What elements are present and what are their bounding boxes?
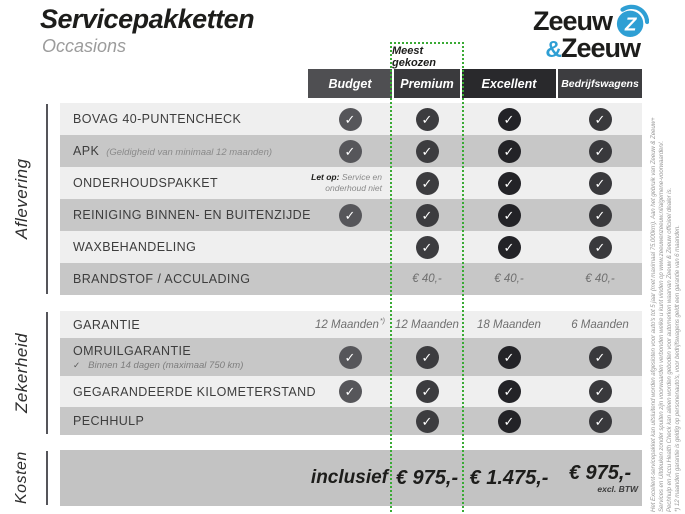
cell-bedrijfswagens xyxy=(558,231,642,263)
table-row xyxy=(60,263,642,295)
section-gap xyxy=(60,435,642,450)
page-subtitle: Occasions xyxy=(42,36,127,56)
check-icon: ✓ xyxy=(339,140,362,163)
column-header-budget: Budget xyxy=(308,69,392,98)
cell-premium xyxy=(394,199,460,231)
cell-premium xyxy=(394,407,460,435)
comparison-table xyxy=(60,103,642,506)
row-label: PECHHULP xyxy=(73,414,145,428)
table-row xyxy=(60,231,642,263)
check-icon: ✓ xyxy=(589,140,612,163)
svg-text:Z: Z xyxy=(624,14,636,36)
price-value: € 40,- xyxy=(412,273,442,285)
logo-word1: Zeeuw xyxy=(532,6,612,36)
check-icon: ✓ xyxy=(589,346,612,369)
cell-excellent xyxy=(462,311,556,338)
logo-line2 xyxy=(533,33,649,63)
section-rule-aflevering xyxy=(46,104,48,294)
row-label: OMRUILGARANTIE ✓ Binnen 14 dagen (maximaal 750 km) xyxy=(73,343,244,371)
check-icon: ✓ xyxy=(416,236,439,259)
cell-budget xyxy=(308,167,392,199)
cell-budget xyxy=(308,338,392,376)
price-value: € 40,- xyxy=(585,273,615,285)
cell-bedrijfswagens xyxy=(558,376,642,407)
check-icon: ✓ xyxy=(339,108,362,131)
cell-premium xyxy=(394,263,460,295)
column-header-excellent: Excellent xyxy=(462,69,556,98)
cell-bedrijfswagens xyxy=(558,199,642,231)
check-icon: ✓ xyxy=(339,380,362,403)
price-value: € 40,- xyxy=(494,273,524,285)
row-note: (Geldigheid van minimaal 12 maanden) xyxy=(106,147,273,158)
cell-bedrijfswagens xyxy=(558,103,642,135)
cell-budget xyxy=(308,103,392,135)
cell-excellent xyxy=(462,338,556,376)
table-row xyxy=(60,338,642,376)
check-icon: ✓ xyxy=(339,346,362,369)
cell-excellent xyxy=(462,231,556,263)
check-icon: ✓ xyxy=(589,204,612,227)
cell-budget xyxy=(308,311,392,338)
section-label-aflevering: Aflevering xyxy=(12,158,31,240)
row-label: BOVAG 40-PUNTENCHECK xyxy=(73,112,242,126)
cell-excellent xyxy=(462,263,556,295)
cell-bedrijfswagens xyxy=(558,263,642,295)
table-row xyxy=(60,167,642,199)
table-row xyxy=(60,376,642,407)
cell-budget xyxy=(308,135,392,167)
section-rule-kosten xyxy=(46,451,48,505)
check-icon: ✓ xyxy=(416,140,439,163)
cell-excellent xyxy=(462,167,556,199)
table-row xyxy=(60,311,642,338)
row-label: APK (Geldigheid van minimaal 12 maanden) xyxy=(73,144,273,158)
check-icon: ✓ xyxy=(589,236,612,259)
zeeuw-en-zeeuw-logo xyxy=(533,4,649,61)
cell-bedrijfswagens xyxy=(558,311,642,338)
check-icon: ✓ xyxy=(416,204,439,227)
footnote-line: Het Excellent-servicepakket kan uitsluitend worden afgesloten voor auto's tot 5 jaar (met maximaal 75.000km). Aan het gebruik van Zeeuw & Zeeuw+ xyxy=(650,117,657,512)
check-icon: ✓ xyxy=(416,346,439,369)
cell-premium xyxy=(394,311,460,338)
budget-warning-note: Let op: Service en onderhoud niet xyxy=(311,171,382,193)
section-label-zekerheid: Zekerheid xyxy=(12,332,31,414)
row-label: BRANDSTOF / ACCULADING xyxy=(73,272,251,286)
cell-excellent xyxy=(462,103,556,135)
cell-excellent xyxy=(462,407,556,435)
cell-premium xyxy=(394,135,460,167)
table-row xyxy=(60,199,642,231)
cell-bedrijfswagens xyxy=(558,407,642,435)
cost-vat-note: excl. BTW xyxy=(597,484,638,494)
row-label: REINIGING BINNEN- EN BUITENZIJDE xyxy=(73,208,311,222)
check-icon: ✓ xyxy=(498,172,521,195)
check-icon: ✓ xyxy=(498,140,521,163)
check-icon: ✓ xyxy=(589,380,612,403)
warranty-value: 6 Maanden xyxy=(571,318,629,331)
cost-bedrijfswagens: € 975,- excl. BTW xyxy=(568,462,638,494)
check-icon: ✓ xyxy=(416,380,439,403)
cell-excellent xyxy=(462,199,556,231)
check-icon: ✓ xyxy=(498,410,521,433)
cost-row xyxy=(60,450,642,506)
check-icon: ✓ xyxy=(339,204,362,227)
warranty-value: 12 Maanden *) xyxy=(315,318,385,331)
check-icon: ✓ xyxy=(416,410,439,433)
cell-premium xyxy=(394,231,460,263)
footnotes xyxy=(650,86,683,512)
footnote-line: Pechhulp en Accu Health Check kan alleen worden geboden voor automerken waarvan Zeeuw & Zeeuw officieel dealer is. xyxy=(666,187,673,512)
check-icon: ✓ xyxy=(498,346,521,369)
row-subnote: ✓ Binnen 14 dagen (maximaal 750 km) xyxy=(73,359,244,371)
logo-ampersand: & xyxy=(545,36,561,62)
check-icon: ✓ xyxy=(498,380,521,403)
cell-budget xyxy=(308,199,392,231)
warranty-value: 18 Maanden xyxy=(477,318,541,331)
section-label-kosten: Kosten xyxy=(13,451,30,505)
check-icon: ✓ xyxy=(589,108,612,131)
check-icon: ✓ xyxy=(498,204,521,227)
cell-premium xyxy=(394,338,460,376)
row-label: GEGARANDEERDE KILOMETERSTAND xyxy=(73,384,316,399)
page-title: Servicepakketten xyxy=(40,4,255,34)
cell-premium xyxy=(394,167,460,199)
check-icon: ✓ xyxy=(416,172,439,195)
row-label: WAXBEHANDELING xyxy=(73,240,197,254)
cell-bedrijfswagens xyxy=(558,167,642,199)
cost-premium: € 975,- xyxy=(395,466,459,489)
column-header-premium: Premium xyxy=(394,69,460,98)
section-gap xyxy=(60,295,642,311)
cell-premium xyxy=(394,103,460,135)
row-label: ONDERHOUDSPAKKET xyxy=(73,176,219,190)
check-icon: ✓ xyxy=(589,410,612,433)
cost-budget: inclusief xyxy=(310,467,388,488)
cell-excellent xyxy=(462,376,556,407)
check-icon: ✓ xyxy=(498,108,521,131)
cost-excellent: € 1.475,- xyxy=(469,466,549,489)
cell-premium xyxy=(394,376,460,407)
check-icon: ✓ xyxy=(416,108,439,131)
section-rule-zekerheid xyxy=(46,312,48,434)
cell-bedrijfswagens xyxy=(558,338,642,376)
cell-excellent xyxy=(462,135,556,167)
table-row xyxy=(60,103,642,135)
cell-budget xyxy=(308,376,392,407)
check-icon: ✓ xyxy=(498,236,521,259)
footnote-line: *) 12 maanden garantie is geldig op personenauto's, voor bedrijfswagens geldt een garantie van 6 maanden. xyxy=(674,225,681,512)
cell-bedrijfswagens xyxy=(558,135,642,167)
row-label: GARANTIE xyxy=(73,317,141,332)
table-row xyxy=(60,407,642,435)
check-icon: ✓ xyxy=(589,172,612,195)
table-row xyxy=(60,135,642,167)
logo-word2: Zeeuw xyxy=(560,33,640,63)
most-chosen-badge: Meest gekozen xyxy=(392,45,437,69)
footnote-line: Services en Uitdeuken zonder spuiten zijn voorwaarden verbonden welke u kunt vinden op www.zeeuwenzeeuw.nl/algemene-voorwaarden/. xyxy=(658,141,665,512)
warranty-value: 12 Maanden xyxy=(395,318,459,331)
column-header-bedrijfswagens: Bedrijfswagens xyxy=(558,69,642,98)
small-check-icon: ✓ xyxy=(73,359,81,370)
